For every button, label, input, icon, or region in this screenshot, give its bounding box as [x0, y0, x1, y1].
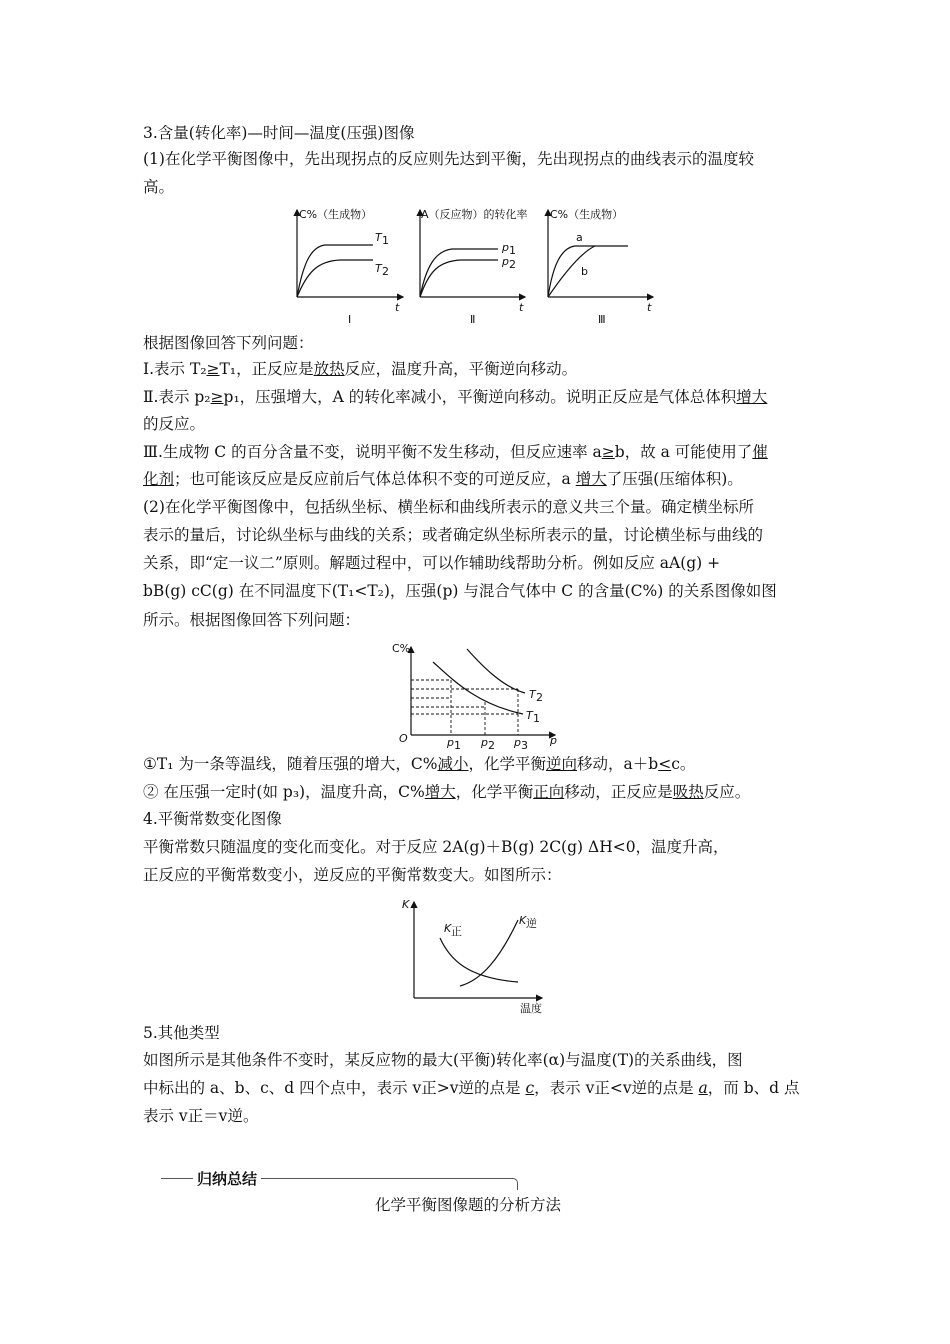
tick-p2: p	[481, 736, 488, 749]
label-t2: T	[375, 262, 382, 275]
answer-line-3b	[143, 468, 743, 490]
axis-y-label: C%	[392, 642, 411, 655]
answer-blank: ≥	[210, 388, 224, 406]
text: ①T₁ 为一条等温线，随着压强的增大，C%	[143, 755, 438, 773]
curve-t2-sub: 2	[536, 691, 543, 704]
graph-2-ylabel: A（反应物）的转化率	[421, 208, 528, 221]
tick-p1: p	[447, 736, 454, 749]
tick-p3: p	[514, 736, 521, 749]
label-t1-sub: 1	[382, 234, 389, 247]
section-5-heading: 5.其他类型	[143, 1024, 220, 1042]
paragraph: 表示 v正＝v逆。	[143, 1107, 259, 1125]
text: 反应，温度升高，平衡逆向移动。	[344, 360, 578, 378]
paragraph: bB(g) cC(g) 在不同温度下(T₁<T₂)，压强(p) 与混合气体中 C 的含量(C%) 的关系图像如图	[143, 582, 777, 600]
label-p1-sub: 1	[509, 244, 516, 257]
text: 移动，正反应是	[564, 783, 673, 801]
curve-t1-sub: 1	[533, 712, 540, 725]
label-k-forward-sub: 正	[451, 925, 462, 938]
graph-3	[548, 207, 653, 326]
text: 了压强(压缩体积)。	[606, 470, 743, 488]
paragraph: 的反应。	[143, 415, 206, 433]
section-4-heading: 4.平衡常数变化图像	[143, 810, 282, 828]
tick-p2-sub: 2	[488, 739, 495, 752]
text: T₁，正反应是	[219, 360, 314, 378]
label-b: b	[581, 265, 588, 278]
graph-3-ylabel: C%（生成物）	[550, 208, 624, 221]
label-a: a	[576, 231, 583, 244]
paragraph	[143, 1077, 799, 1099]
paragraph: 关系，即“定一议二”原则。解题过程中，可以作辅助线帮助分析。例如反应 aA(g) +	[143, 554, 721, 572]
answer-blank: 增大	[575, 470, 607, 488]
answer-blank: 减小	[437, 755, 469, 773]
question-2	[143, 781, 750, 803]
graph-1-ylabel: C%（生成物）	[299, 208, 373, 221]
graph-2	[420, 207, 528, 326]
paragraph: (1)在化学平衡图像中，先出现拐点的反应则先达到平衡，先出现拐点的曲线表示的温度较	[143, 150, 754, 168]
curve-t1: T	[526, 709, 533, 722]
text: ，化学平衡	[468, 755, 546, 773]
graph-3-roman: Ⅲ	[598, 313, 606, 326]
answer-blank: 增大	[736, 388, 768, 406]
graph-1-roman: Ⅰ	[348, 313, 352, 326]
tick-p1-sub: 1	[454, 739, 461, 752]
text: p₁，压强增大，A 的转化率减小，平衡逆向移动。说明正反应是气体总体积	[223, 388, 737, 406]
answer-blank: <	[658, 755, 672, 773]
answer-blank: 逆向	[546, 755, 578, 773]
paragraph: 正反应的平衡常数变小，逆反应的平衡常数变大。如图所示：	[143, 866, 562, 884]
paragraph: 平衡常数只随温度的变化而变化。对于反应 2A(g)＋B(g) 2C(g) ΔH<0，温度升高，	[143, 838, 729, 856]
text: ；也可能该反应是反应前后气体总体积不变的可逆反应，a	[174, 470, 576, 488]
text: ，表示 v正<v逆的点是	[534, 1079, 699, 1097]
label-t1: T	[375, 231, 382, 244]
answer-blank: 放热	[313, 360, 345, 378]
text: 中标出的 a、b、c、d 四个点中，表示 v正>v逆的点是	[143, 1079, 526, 1097]
summary-header	[143, 1168, 518, 1190]
label-p1: p	[502, 241, 509, 254]
summary-title: 归纳总结	[193, 1168, 261, 1189]
summary-gap	[143, 1177, 161, 1180]
text: ② 在压强一定时(如 p₃)，温度升高，C%	[143, 783, 425, 801]
answer-blank: ≥	[206, 360, 220, 378]
text: Ⅲ.生成物 C 的百分含量不变，说明平衡不发生移动，但反应速率 a	[143, 443, 602, 461]
text: ，化学平衡	[455, 783, 534, 801]
label-k-forward: K	[444, 922, 452, 935]
text: c。	[671, 755, 696, 773]
answer-blank: a	[698, 1079, 708, 1097]
answer-line-3	[143, 441, 768, 463]
text: 反应。	[703, 783, 751, 801]
label-p2-sub: 2	[509, 258, 516, 271]
k-temperature-figure	[400, 898, 550, 1013]
answer-blank: ≥	[601, 443, 615, 461]
axis-t: t	[519, 301, 524, 314]
summary-subtitle: 化学平衡图像题的分析方法	[375, 1196, 562, 1214]
graph-1	[297, 207, 403, 326]
curve-t2: T	[529, 688, 536, 701]
text: Ⅱ.表示 p₂	[143, 388, 211, 406]
section-3-heading: 3.含量(转化率)—时间—温度(压强)图像	[143, 124, 415, 142]
answer-blank: 增大	[424, 783, 456, 801]
origin-label: O	[399, 732, 408, 745]
axis-t: t	[395, 301, 400, 314]
pressure-graph-figure	[392, 642, 565, 752]
text: Ⅰ.表示 T₂	[143, 360, 207, 378]
paragraph: 高。	[143, 178, 175, 196]
label-k-reverse-sub: 逆	[526, 917, 537, 930]
answer-blank: 催	[752, 443, 768, 461]
answer-blank: c	[525, 1079, 535, 1097]
label-k-reverse: K	[519, 914, 527, 927]
time-graphs-figure	[285, 205, 665, 330]
answer-line-1	[143, 358, 577, 380]
answer-blank: 吸热	[672, 783, 704, 801]
axis-k: K	[402, 898, 410, 911]
graph-2-roman: Ⅱ	[470, 313, 476, 326]
axis-temperature: 温度	[520, 1002, 542, 1015]
paragraph: 表示的量后，讨论纵坐标与曲线的关系；或者确定纵坐标所表示的量，讨论横坐标与曲线的	[143, 526, 764, 544]
text: 移动，a＋b	[577, 755, 659, 773]
label-p2: p	[502, 255, 509, 268]
paragraph: (2)在化学平衡图像中，包括纵坐标、横坐标和曲线所表示的意义共三个量。确定横坐标所	[143, 498, 754, 516]
paragraph: 所示。根据图像回答下列问题：	[143, 611, 361, 629]
axis-x-label: p	[550, 734, 557, 747]
text: ，而 b、d 点	[707, 1079, 800, 1097]
question-1	[143, 753, 695, 775]
answer-line-2	[143, 386, 767, 408]
paragraph: 根据图像回答下列问题：	[143, 334, 314, 352]
axis-t: t	[647, 301, 652, 314]
answer-blank: 化剂	[143, 470, 175, 488]
label-t2-sub: 2	[382, 265, 389, 278]
answer-blank: 正向	[533, 783, 565, 801]
text: b，故 a 可能使用了	[614, 443, 753, 461]
paragraph: 如图所示是其他条件不变时，某反应物的最大(平衡)转化率(α)与温度(T)的关系曲线，图	[143, 1051, 743, 1069]
tick-p3-sub: 3	[521, 739, 528, 752]
